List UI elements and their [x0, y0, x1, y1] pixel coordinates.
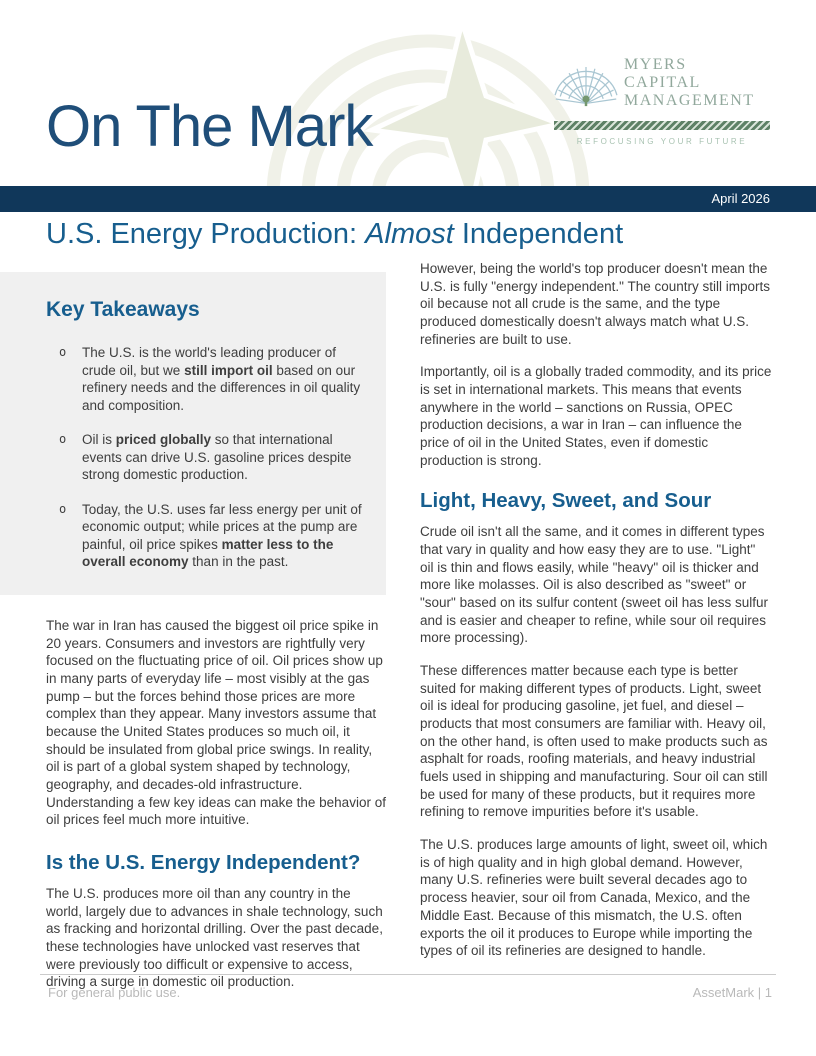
company-logo — [554, 52, 770, 146]
star-arrow-icon — [372, 22, 560, 186]
logo-company-name — [618, 56, 755, 110]
section-heading-energy-independent: Is the U.S. Energy Independent? — [46, 851, 361, 875]
footer-brand-page-number: AssetMark | 1 — [692, 985, 772, 1000]
bullet-marker: o — [59, 432, 67, 447]
key-takeaways-list — [46, 344, 371, 571]
bullet-marker: o — [59, 345, 67, 359]
page-footer — [40, 974, 776, 1000]
masthead-title: On The Mark — [46, 94, 373, 159]
footer-disclaimer: For general public use. — [48, 985, 181, 1000]
logo-name-line: CAPITAL — [624, 73, 701, 91]
key-takeaways-box — [0, 272, 386, 595]
paragraph: Importantly, oil is a globally traded commodity, and its price is set in international markets. This means that events anywhere in the world – sanctions on Russia, OPEC production decisions, a war in Iran – can influence the price of oil in the United States, even if domestic production is strong. — [420, 364, 772, 468]
section-heading-light-heavy: Light, Heavy, Sweet, and Sour — [420, 489, 712, 513]
bullet-marker: o — [59, 501, 67, 516]
right-column — [420, 260, 772, 975]
key-takeaways-title: Key Takeaways — [46, 298, 200, 321]
bullet-item — [46, 501, 371, 571]
logo-name-line: MYERS — [624, 55, 687, 73]
tree-fan-logo-icon — [554, 52, 618, 114]
bullet-item — [46, 344, 371, 414]
logo-name-line: MANAGEMENT — [624, 92, 755, 110]
issue-date: April 2026 — [711, 191, 770, 206]
paragraph: The U.S. produces large amounts of light, sweet oil, which is of high quality and in high global demand. However, many U.S. refineries were built several decades ago to process heavier, sour oil from Canada, Mexico, and the Middle East. Because of this mismatch, the U.S. often exports the oil it produces to Europe while importing the types of oil its refineries are designed to handle. — [420, 837, 768, 959]
paragraph: Crude oil isn't all the same, and it comes in different types that vary in quality and how easy they are to use. "Light" oil is thin and flows easily, while "heavy" oil is thicker and more like molasses. Oil is also described as "sweet" or "sour" based on its sulfur content (sweet oil has less sulfur and is easier and cheaper to refine, while sour oil requires more processing). — [420, 524, 769, 646]
date-bar — [0, 186, 816, 212]
masthead — [0, 0, 816, 186]
paragraph: The U.S. produces more oil than any country in the world, largely due to advances in shale technology, such as fracking and horizontal drilling. Over the past decade, these technologies have unlocked vast reserves that were previously too difficult or expensive to access, driving a surge in domestic oil production. — [46, 886, 383, 990]
logo-hatch-band — [554, 121, 770, 130]
left-column — [0, 272, 386, 1006]
logo-tagline: REFOCUSING YOUR FUTURE — [576, 137, 748, 146]
paragraph: These differences matter because each type is better suited for making different types of products. Light, sweet oil is ideal for producing gasoline, jet fuel, and diesel – products that most consumers are familiar with. Heavy oil, on the other hand, is often used to make products such as asphalt for roads, roofing materials, and heavy industrial fuels used in shipping and manufacturing. Sour oil can still be used for many of these products, but it requires more refining to remove impurities before it's usable. — [420, 663, 768, 820]
bullet-text: Oil is priced globally so that international events can drive U.S. gasoline prices despite strong domestic production. — [82, 432, 352, 483]
paragraph: However, being the world's top producer doesn't mean the U.S. is fully "energy independent." The country still imports oil because not all crude is the same, and the type produced domestically doesn't always match what U.S. refineries are built to use. — [420, 261, 770, 347]
bullet-item — [46, 431, 371, 484]
bullet-text: Today, the U.S. uses far less energy per unit of economic output; while prices at the pump are painful, oil price spikes matter less to the overall economy than in the past. — [82, 501, 362, 570]
article-headline: U.S. Energy Production: Almost Independent — [46, 218, 624, 250]
bullet-text: The U.S. is the world's leading producer of crude oil, but we still import oil based on our refinery needs and the differences in oil quality and composition. — [82, 345, 361, 413]
intro-paragraph: The war in Iran has caused the biggest oil price spike in 20 years. Consumers and investors are rightfully very focused on the fluctuating price of oil. Oil prices show up in many parts of everyday life – most visibly at the gas pump – but the forces behind those prices are more complex than they appear. Many investors assume that because the United States produces so much oil, it should be insulated from global price swings. In reality, oil is part of a global system shaped by technology, geography, and decades-old infrastructure. Understanding a few key ideas can make the behavior of oil prices feel much more intuitive. — [46, 618, 386, 828]
